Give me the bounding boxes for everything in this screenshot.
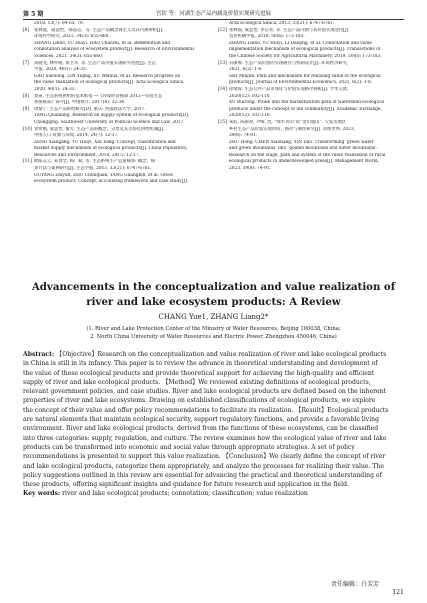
reference-text bbox=[34, 21, 209, 28]
reference-number: [13] bbox=[218, 60, 227, 66]
reference-line: products under the concept of life community[J]. Academic Exchange, bbox=[229, 106, 382, 112]
reference-number: [12] bbox=[218, 27, 227, 33]
reference-line: 2021, 6(2): 1-6. bbox=[229, 67, 263, 73]
reference-text bbox=[34, 61, 209, 74]
reference-text bbox=[34, 113, 209, 126]
reference-number: [10] bbox=[23, 126, 32, 132]
reference-line: 刘寅. 生态系统供给的基本框架 —《环境经济核算 2012—实验生态 bbox=[34, 93, 163, 99]
reference-line: OUYANG Zhiyun, ZHU Chunquan, YANG Guangbin, et al. Gross bbox=[34, 172, 173, 178]
abstract-line: products can be transformed into economic and social value through appropriate strategies. A set of policy bbox=[23, 443, 355, 451]
reference-line: Research on the stage, path and system of the value realization of rural bbox=[229, 152, 386, 158]
reference-number: [6] bbox=[23, 27, 30, 33]
reference-text bbox=[34, 173, 209, 186]
reference-number bbox=[23, 140, 34, 160]
abstract-line: policy suggestions outlined in this review are essential for advancing the practical and theoretical understanding of bbox=[23, 471, 382, 479]
abstract-line: relevant government policies, and case studies. River and lake ecological products are defined based on the inherent bbox=[23, 388, 386, 396]
abstract-body bbox=[23, 359, 404, 489]
affiliation-line: 2. North China University of Water Resources and Electric Power, Zhengzhou 450046, China) bbox=[90, 334, 337, 341]
reference-text bbox=[229, 41, 404, 61]
reference-entry bbox=[218, 28, 404, 41]
reference-text bbox=[34, 159, 209, 172]
reference-text bbox=[229, 100, 404, 120]
keywords-line bbox=[23, 489, 404, 498]
reference-line: 环境科学研究, 2021, 34(3): 655-660. bbox=[34, 34, 110, 40]
issue-label: 第 5 期 bbox=[23, 11, 44, 18]
reference-line: 农业机械学报, 2019, 50(6): 173-183. bbox=[229, 34, 305, 40]
reference-line: 39(8): 74-91. bbox=[229, 133, 258, 139]
reference-entry bbox=[218, 120, 404, 140]
reference-text bbox=[34, 28, 209, 41]
reference-line: 徐瑞蓉. 生态公共产品市场化与价值实现路径探析[J]. 学术交流, bbox=[229, 86, 349, 92]
abstract-line: and lake ecological products, categorize them appropriately, and analyze the processes for realizing their value. The bbox=[23, 462, 385, 470]
reference-number bbox=[218, 74, 229, 87]
reference-line: SHI Minjun. Path and mechanism for realizing value of the ecological bbox=[229, 73, 381, 79]
reference-text bbox=[229, 74, 404, 87]
reference-line: 算方法与案例研究[J]. 生态学报, 2013, 33(21): 6747-6761. bbox=[34, 166, 152, 172]
reference-line: Acta Ecologica Sinica, 2013, 33(21): 6747-6761. bbox=[229, 21, 335, 26]
references-left-column bbox=[23, 21, 209, 186]
reference-line: ZHANG Linbo, YU Huiyi, LI Daiqing, et al. Connotation and value bbox=[229, 40, 372, 46]
abstract-line: properties of river and lake ecosystems. Drawing on established classifications of ecological products, we explore bbox=[23, 397, 376, 405]
reference-text bbox=[34, 127, 209, 140]
reference-entry bbox=[218, 61, 404, 74]
reference-entry bbox=[23, 94, 209, 107]
reference-number: [7] bbox=[23, 60, 30, 66]
reference-line: ecological products in underdeveloped areas[J]. Management World, bbox=[229, 159, 380, 165]
reference-text bbox=[229, 87, 404, 100]
reference-line: Chongqing: Southwest University of Political Science and Law, 2017. bbox=[34, 119, 185, 125]
reference-entry bbox=[218, 21, 404, 28]
reference-line: 欧阳志云, 朱春全, 杨广斌, 等. 生态系统生产总值核算: 概念、核 bbox=[34, 159, 156, 165]
reference-line: 中国人口·资源与环境, 2014, 24(7): 12-17. bbox=[34, 133, 119, 139]
abstract-line: into three categories: supply, regulation, and culture. The review examines how the ecological value of river and lake bbox=[23, 434, 387, 442]
reference-line: ZHU Hong, CHEN Xiaohang, YIN Dao. Transforming ‘green water bbox=[229, 139, 374, 145]
reference-text bbox=[229, 140, 404, 173]
reference-entry bbox=[218, 74, 404, 87]
reference-entry bbox=[23, 41, 209, 61]
editor-credit: 责任编辑：白芳芳 bbox=[330, 581, 379, 588]
keywords-text: river and lake ecological products; connotation; classification; value realization bbox=[62, 490, 308, 498]
reference-text bbox=[229, 120, 404, 140]
reference-entry bbox=[218, 140, 404, 173]
reference-line: 系统核算》简介[J]. 中国统计, 2017(4): 32-34. bbox=[34, 100, 126, 106]
abstract-line: supply of river and lake ecological products. 【Method】We reviewed existing definitions of ecological products, bbox=[23, 378, 371, 386]
abstract-text: 【Objective】Research on the conceptualization and value realization of river and lake ecological products bbox=[56, 351, 387, 358]
reference-line: market supply mechanism of ecological products[J]. China Population, bbox=[34, 146, 188, 152]
reference-line: the value realization of ecological products[J]. Acta Ecologica Sinica, bbox=[34, 80, 185, 86]
reference-entry bbox=[23, 21, 209, 28]
reference-line: implementation mechanism of ecological products[J]. Transactions of bbox=[229, 47, 381, 53]
reference-entry bbox=[218, 41, 404, 61]
abstract-line: recommendations is presented to support this value realization. 【Conclusion】We clearly define the concept of river bbox=[23, 453, 386, 461]
reference-number: [8] bbox=[23, 93, 30, 99]
reference-text bbox=[34, 107, 209, 114]
reference-line: 唐黎宁. 生态产品供给研究[D]. 重庆: 西南政法大学, 2017. bbox=[34, 106, 146, 112]
reference-text bbox=[34, 41, 209, 61]
abstract-line: environment. River and lake ecological products, derived from the functions of these ecosystems, can be classified bbox=[23, 425, 379, 433]
keywords-label: Key words: bbox=[23, 490, 61, 498]
reference-line: 高晓龙, 林亦晴, 徐卫华, 等. 生态产品价值实现研究进展[J]. 生态 bbox=[34, 60, 156, 66]
reference-entry bbox=[23, 28, 209, 41]
reference-line: connotation analysis of ecosystem product[J]. Research of Environmental bbox=[34, 47, 194, 53]
reference-number bbox=[23, 74, 34, 94]
reference-entry bbox=[23, 74, 209, 94]
affiliations bbox=[23, 325, 404, 342]
reference-line: 2020(12): 102-110. bbox=[229, 93, 271, 99]
reference-line: ZENG Xiangang, YU Huiyi, XIE Fang. Concept, classification and bbox=[34, 139, 176, 145]
reference-line: 2023, 39(8): 74-91. bbox=[229, 166, 271, 172]
reference-line: ZHANG Linbo, YU Huiyi, HAO Chaozhi, et al. Redefinition and bbox=[34, 40, 171, 46]
reference-text bbox=[34, 140, 209, 160]
reference-number bbox=[218, 140, 229, 173]
abstract-line: the concept of their value and offer policy recommendations to facilitate its realization. 【Result】Ecological products bbox=[23, 406, 389, 414]
reference-line: Resources and Environment, 2014, 24(7): 12-17. bbox=[34, 152, 141, 158]
reference-entry bbox=[23, 140, 209, 160]
reference-entry bbox=[23, 127, 209, 140]
reference-number bbox=[23, 41, 34, 61]
reference-text bbox=[34, 94, 209, 107]
reference-line: XU Ruirong. Probe into the marketization path of watershed ecological bbox=[229, 100, 385, 106]
reference-line: 曾贤刚, 虞慧怡, 谢芳. 生态产品的概念、分类及其市场化供给机制[J]. bbox=[34, 126, 165, 132]
reference-entry bbox=[218, 100, 404, 120]
title-line: river and lake ecosystem products: A Review bbox=[86, 295, 341, 308]
abstract-line: in China is still in its infancy. This paper is to review the advance in theoretical understanding and development of bbox=[23, 360, 378, 368]
reference-line: 2020(12): 102-110. bbox=[229, 113, 271, 119]
abstract-line: the value of these ecological products and provide theoretical support for achieving the high-quality and efficient bbox=[23, 369, 375, 377]
abstract-line: these products, offering significant insights and guidance for future research and application in the field. bbox=[23, 481, 349, 489]
reference-entry bbox=[23, 113, 209, 126]
reference-number bbox=[218, 100, 229, 120]
reference-line: ecosystem product: Concept, accounting framework and case study[J]. bbox=[34, 179, 189, 185]
reference-line: and green mountains’ into ‘golden mountains and silver mountains’: bbox=[229, 146, 378, 152]
reference-line: products[J]. Journal of Environmental Economics, 2021, 6(2): 1-6. bbox=[229, 80, 373, 86]
reference-entry bbox=[218, 87, 404, 100]
reference-line: 2018, 13(7): 64-65, 79. bbox=[34, 21, 84, 26]
reference-number bbox=[218, 21, 229, 28]
reference-entry bbox=[23, 61, 209, 74]
running-title: 宫钦 等：河湖生态产品内涵及价值实现研究进展 bbox=[156, 11, 271, 17]
reference-number: [14] bbox=[218, 86, 227, 92]
reference-number bbox=[218, 41, 229, 61]
title-line: Advancements in the conceptualization and value realization of bbox=[31, 281, 396, 293]
page-number: 121 bbox=[392, 589, 404, 596]
reference-number bbox=[23, 113, 34, 126]
reference-number bbox=[23, 173, 34, 186]
author-list: CHANG Yue1, ZHANG Liang2* bbox=[158, 313, 269, 321]
reference-entry bbox=[23, 159, 209, 172]
reference-number bbox=[23, 21, 34, 28]
abstract-section bbox=[23, 350, 404, 499]
reference-line: 2020, 40(1): 24-33. bbox=[34, 86, 76, 92]
reference-line: GAO Xiaolong, LIN Yiqing, XU Weihua, et al. Research progress on bbox=[34, 73, 181, 79]
reference-line: 朱虹, 陈硕亮, 尹晞, 沈. “绿水青山”转“金山银山”: 欠发达地区 bbox=[229, 119, 347, 125]
reference-number: [9] bbox=[23, 106, 30, 112]
reference-line: Sciences, 2021, 34(3): 655-660. bbox=[34, 53, 104, 59]
reference-number: [15] bbox=[218, 119, 227, 125]
references-right-column bbox=[218, 21, 404, 173]
reference-text bbox=[229, 28, 404, 41]
reference-line: 石敏俊. 生态产品价值的实现路径与机制设计[J]. 环境经济研究, bbox=[229, 60, 349, 66]
abstract-label: Abstract: bbox=[23, 351, 55, 358]
reference-line: 乡村生态产品价值实现阶段、路径与制度研究[J]. 管理世界, 2023, bbox=[229, 126, 355, 132]
affiliation-line: (1. River and Lake Protection Center of the Ministry of Water Resources, Beijing 100038, China; bbox=[86, 326, 341, 332]
reference-entry bbox=[23, 173, 209, 186]
reference-number: [11] bbox=[23, 159, 32, 165]
reference-entry bbox=[23, 107, 209, 114]
reference-line: 张林波，虞慧怡，郝超志，等. 生态产品概念再定义及其内涵辨析[J]. bbox=[34, 27, 164, 33]
reference-line: 张林波, 虞慧怡, 李岱青, 等. 生态产品内涵与其价值实现途径[J]. bbox=[229, 27, 350, 33]
reference-line: the Chinese Society for Agricultural Machinery, 2019, 50(6): 173-183. bbox=[229, 53, 382, 59]
abstract-line: are natural elements that maintain ecological security, support regulatory functions, and provide a favorable living bbox=[23, 416, 379, 424]
reference-text bbox=[229, 21, 404, 28]
reference-line: TANG Quanning. Research on supply system of ecological products[D]. bbox=[34, 113, 190, 119]
reference-text bbox=[229, 61, 404, 74]
reference-text bbox=[34, 74, 209, 94]
abstract-line bbox=[23, 350, 404, 359]
article-title bbox=[23, 280, 404, 309]
reference-line: 学报, 2020, 40(1): 24-33. bbox=[34, 67, 88, 73]
page-header bbox=[23, 5, 404, 20]
